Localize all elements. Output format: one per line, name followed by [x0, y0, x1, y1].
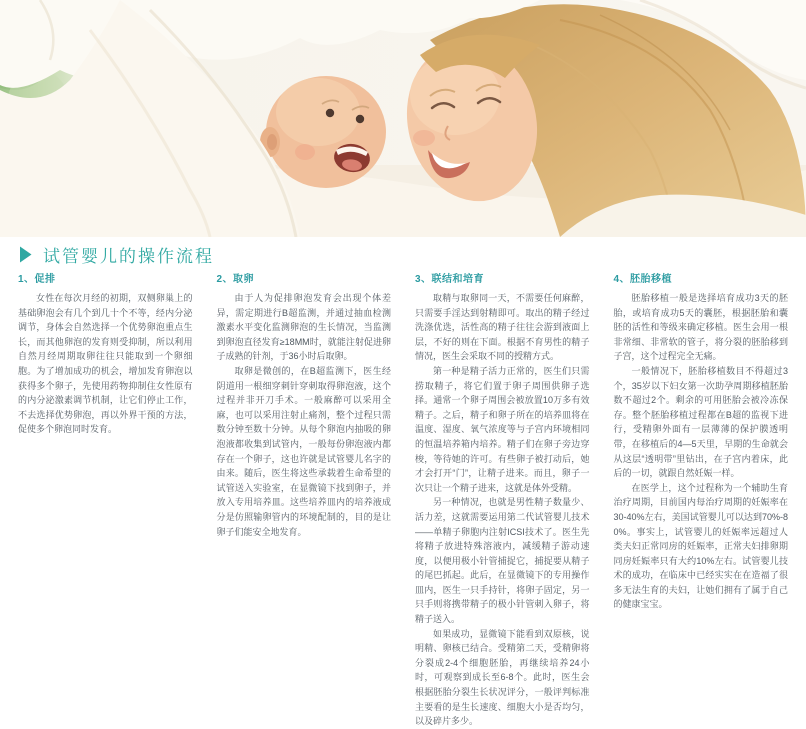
section-heading: 4、胚胎移植	[613, 274, 673, 285]
body-paragraph: 取卵是微创的，在B超监测下，医生经阴道用一根细穿刺针穿刺取得卵泡液，这个过程并非开刀手术。一般麻醉可以采用全麻，也可以采用注射止痛剂，整个过程只需数分钟至数十分钟。从每个卵泡内抽吸的卵泡液都收集到试管内，一般每份卵泡液内都存在一个卵子，这也许就是试管婴儿名字的由来。随后，医生将这些承载着生命希望的试管送入实验室，在显微镜下找到卵子，并放入专用培养皿。这些培养皿内的培养液成分是仿照输卵管内的环境配制的，目的是让卵子们能安全地发育。	[216, 365, 391, 537]
body-paragraph: 另一种情况，也就是男性精子数量少、活力差，这就需要运用第二代试管婴儿技术——单精子卵胞内注射ICSI技术了。医生先将精子放进特殊溶液内，减缓精子游动速度，以便用极小针管捕捉它，捕捉要从精子的尾巴抓起。此后，在显微镜下的专用操作皿内，医生一只手持针，将卵子固定，另一只手则将携带精子的极小针管刺入卵子，将精子送入。	[415, 497, 590, 625]
body-paragraph: 一般情况下，胚胎移植数目不得超过3个，35岁以下妇女第一次助孕周期移植胚胎数不超过2个。剩余的可用胚胎会被冷冻保存。整个胚胎移植过程都在B超的监视下进行，受精卵外面有一层薄薄的保护膜透明带，在移植后的4—5天里，早期的生命就会从这层“透明带”里钻出，在子宫内着床，此后的一切，就跟自然妊娠一样。	[613, 365, 788, 479]
section-heading: 2、取卵	[216, 274, 255, 285]
body-paragraph: 胚胎移植一般是选择培育成功3天的胚胎，或培育成功5天的囊胚，根据胚胎和囊胚的活性和等级来确定移植。医生会用一根非常细、非常软的管子，将分裂的胚胎移到子宫，这个过程完全无痛。	[613, 293, 788, 362]
column-4-embryo-transfer	[614, 270, 789, 729]
column-2-egg-retrieval	[217, 270, 392, 729]
hero-photo	[0, 0, 806, 237]
body-paragraph: 由于人为促排卵泡发育会出现个体差异，需定期进行B超监测，并通过抽血检测激素水平变化监测卵泡的生长情况，当监测到卵泡直径发育≥18MM时，就能注射促进卵子成熟的针剂，于36小时后取卵。	[216, 293, 391, 362]
body-paragraph: 在医学上，这个过程称为一个辅助生育治疗周期，目前国内每治疗周期的妊娠率在30-40%左右，美国试管婴儿可以达到70%-80%。事实上，试管婴儿的妊娠率远超过人类夫妇正常同房的妊娠率，正常夫妇排卵期同房妊娠率只有大约10%左右。试管婴儿技术的成功，在临床中已经实实在在造福了很多无法生育的夫妇，让她们拥有了属于自己的健康宝宝。	[613, 482, 788, 610]
column-3-fertilization-culture	[415, 270, 590, 729]
body-paragraph: 第一种是精子活力正常的，医生们只需捞取精子，将它们置于卵子周围供卵子选择。通常一个卵子周围会被放置10万多有效精子。之后，精子和卵子所在的培养皿将在温度、湿度、氧气浓度等与子宫内环境相同的恒温培养箱内培养。精子们在卵子旁边穿梭，等待她的许可。有些卵子被打动后，她才会打开“门”，让精子进来。而且，卵子一次只让一个精子进来，这就是体外受精。	[415, 365, 590, 493]
mother-baby-photo-illustration	[0, 0, 806, 237]
page-title: 试管婴儿的操作流程	[43, 246, 214, 266]
chevron-right-icon	[18, 245, 35, 264]
section-title-row	[18, 241, 788, 267]
section-heading: 1、促排	[18, 274, 56, 285]
body-paragraph: 如果成功，显微镜下能看到双原核，说明精、卵核已结合。受精第二天，受精卵将分裂成2-4个细胞胚胎，再继续培养24小时，可观察到成长至6-8个。此时，医生会根据胚胎分裂生长状况评分，一般评判标准主要看的是生长速度、细胞大小是否均匀，以及碎片多少。	[415, 628, 590, 727]
body-paragraph: 取精与取卵同一天，不需要任何麻醉，只需要手淫达到射精即可。取出的精子经过洗涤优选，活性高的精子往往会游到液面上层，不好的则在下面。根据不育男性的精子情况，医生会采取不同的授精方式。	[415, 293, 590, 362]
section-heading: 3、联结和培育	[415, 274, 485, 285]
column-1-promote-ovulation	[18, 270, 193, 729]
article-columns	[18, 270, 788, 729]
body-paragraph: 女性在每次月经的初期，双侧卵巢上的基础卵泡会有几个到几十个不等，经内分泌调节，身体会自然选择一个优势卵泡重点生长，而其他卵泡的发育则受抑制，所以利用自然月经周期取卵往往只能取到一个卵细胞。为了增加成功的机会，增加发育卵泡以获得多个卵子，先使用药物抑制住女性原有的内分泌激素调节机制，让它们停止工作，不去选择优势卵泡，再以外界干预的方法，促使多个卵泡同时发育。	[18, 293, 193, 435]
